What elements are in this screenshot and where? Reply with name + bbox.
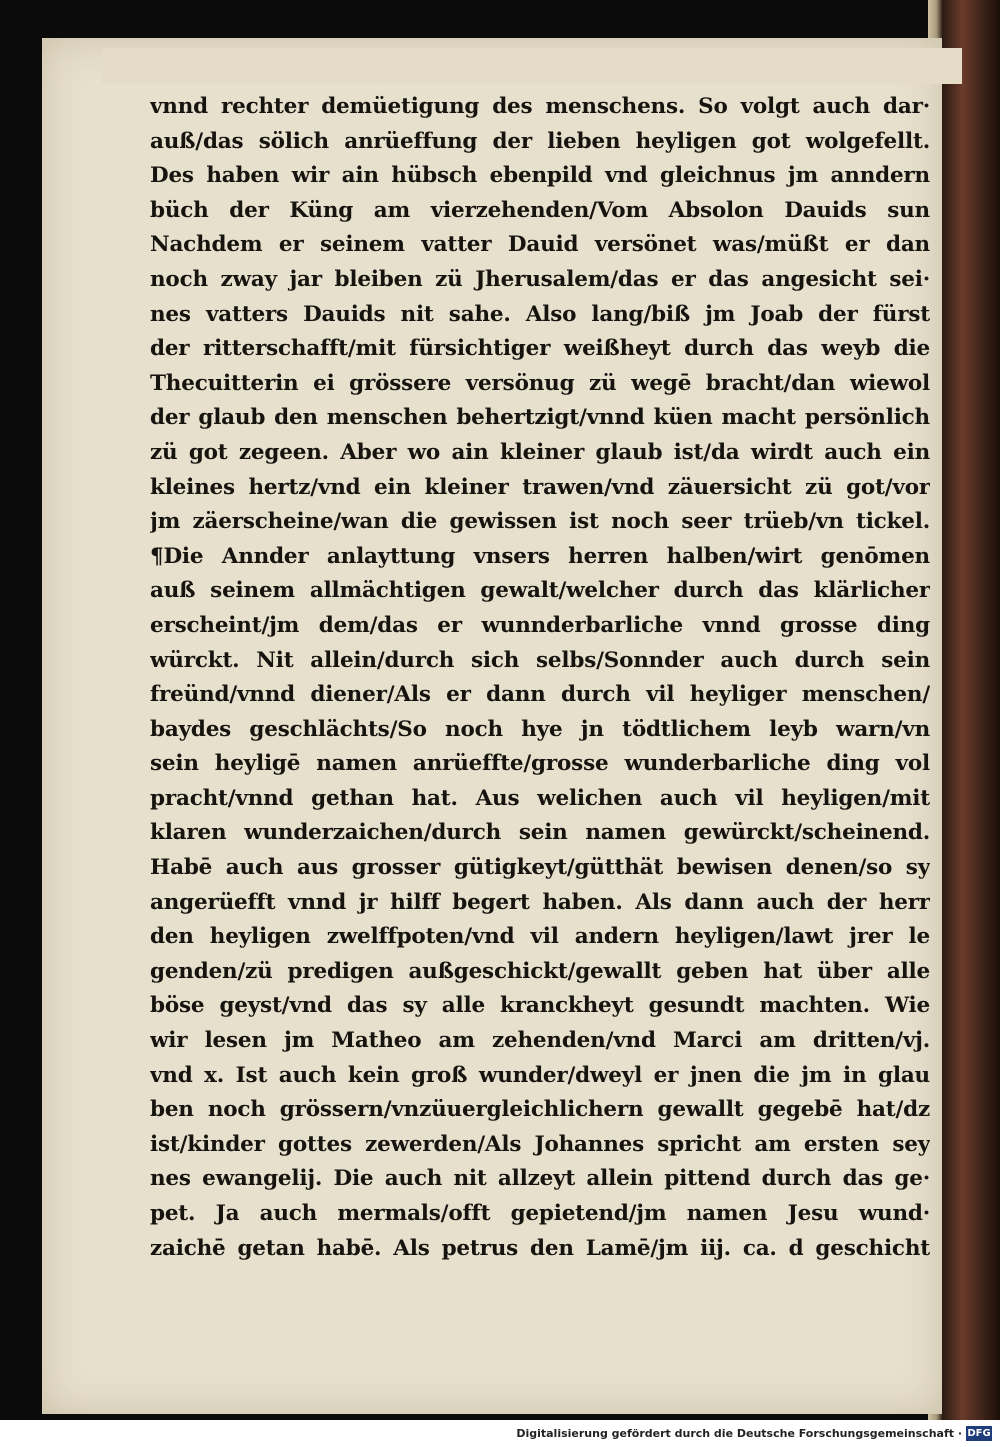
text-line: pracht/vnnd gethan hat. Aus welichen auch vil heyligen/mit	[150, 785, 930, 811]
text-line: ben noch grössern/vnzüuergleichlichern gewallt gegebē hat/dz	[150, 1097, 930, 1123]
text-line: würckt. Nit allein/durch sich selbs/Sonnder auch durch sein	[150, 647, 930, 673]
text-line: nes vatters Dauids nit sahe. Also lang/biß jm Joab der fürst	[150, 301, 930, 327]
digitization-footer	[0, 1420, 1000, 1447]
text-line: Nachdem er seinem vatter Dauid versönet was/müßt er dan	[150, 232, 930, 258]
text-line: auß/das sölich anrüeffung der lieben heyligen got wolgefellt.	[150, 128, 930, 154]
text-line: Thecuitterin ei grössere versönug zü wegē bracht/dan wiewol	[150, 370, 930, 396]
text-line: erscheint/jm dem/das er wunnderbarliche vnnd grosse ding	[150, 612, 930, 638]
text-line: noch zway jar bleiben zü Jherusalem/das er das angesicht sei·	[150, 266, 930, 292]
text-line: angerüefft vnnd jr hilff begert haben. Als dann auch der herr	[150, 889, 930, 915]
funding-credit: Digitalisierung gefördert durch die Deutsche Forschungsgemeinschaft ·	[516, 1427, 962, 1440]
text-line: den heyligen zwelffpoten/vnd vil andern heyligen/lawt jrer le	[150, 924, 930, 950]
text-line: büch der Küng am vierzehenden/Vom Absolon Dauids sun	[150, 197, 930, 223]
text-line: freünd/vnnd diener/Als er dann durch vil heyliger menschen/	[150, 682, 930, 708]
text-line: der glaub den menschen behertzigt/vnnd küen macht persönlich	[150, 405, 930, 431]
text-line: zaichē getan habē. Als petrus den Lamē/jm iij. ca. d geschicht	[150, 1235, 930, 1261]
text-line: böse geyst/vnd das sy alle kranckheyt gesundt machten. Wie	[150, 993, 930, 1019]
text-line: Des haben wir ain hübsch ebenpild vnd gleichnus jm anndern	[150, 163, 930, 189]
text-line: baydes geschlächts/So noch hye jn tödtlichem leyb warn/vn	[150, 716, 930, 742]
text-line: nes ewangelij. Die auch nit allzeyt allein pittend durch das ge·	[150, 1166, 930, 1192]
text-line: genden/zü predigen außgeschickt/gewallt geben hat über alle	[150, 958, 930, 984]
text-line: ¶Die Annder anlayttung vnsers herren halben/wirt genōmen	[150, 543, 930, 569]
text-line: wir lesen jm Matheo am zehenden/vnd Marci am dritten/vj.	[150, 1028, 930, 1054]
text-line: kleines hertz/vnd ein kleiner trawen/vnd zäuersicht zü got/vor	[150, 474, 930, 500]
text-line: ist/kinder gottes zewerden/Als Johannes spricht am ersten sey	[150, 1131, 930, 1157]
text-line: zü got zegeen. Aber wo ain kleiner glaub ist/da wirdt auch ein	[150, 439, 930, 465]
text-line: jm zäerscheine/wan die gewissen ist noch seer trüeb/vn tickel.	[150, 509, 930, 535]
text-line: der ritterschafft/mit fürsichtiger weißheyt durch das weyb die	[150, 336, 930, 362]
text-line: pet. Ja auch mermals/offt gepietend/jm namen Jesu wund·	[150, 1201, 930, 1226]
text-line: auß seinem allmächtigen gewalt/welcher durch das klärlicher	[150, 578, 930, 604]
text-line: vnnd rechter demüetigung des menschens. So volgt auch dar·	[150, 94, 930, 119]
text-line: Habē auch aus grosser gütigkeyt/gütthät bewisen denen/so sy	[150, 855, 930, 881]
page-top-edge	[102, 48, 962, 84]
text-line: klaren wunderzaichen/durch sein namen gewürckt/scheinend.	[150, 820, 930, 846]
page-text	[150, 90, 930, 1266]
text-line: vnd x. Ist auch kein groß wunder/dweyl er jnen die jm in glau	[150, 1062, 930, 1088]
dfg-logo: DFG	[967, 1428, 991, 1439]
text-line: sein heyligē namen anrüeffte/grosse wunderbarliche ding vol	[150, 751, 930, 777]
book-spine	[942, 0, 1000, 1420]
